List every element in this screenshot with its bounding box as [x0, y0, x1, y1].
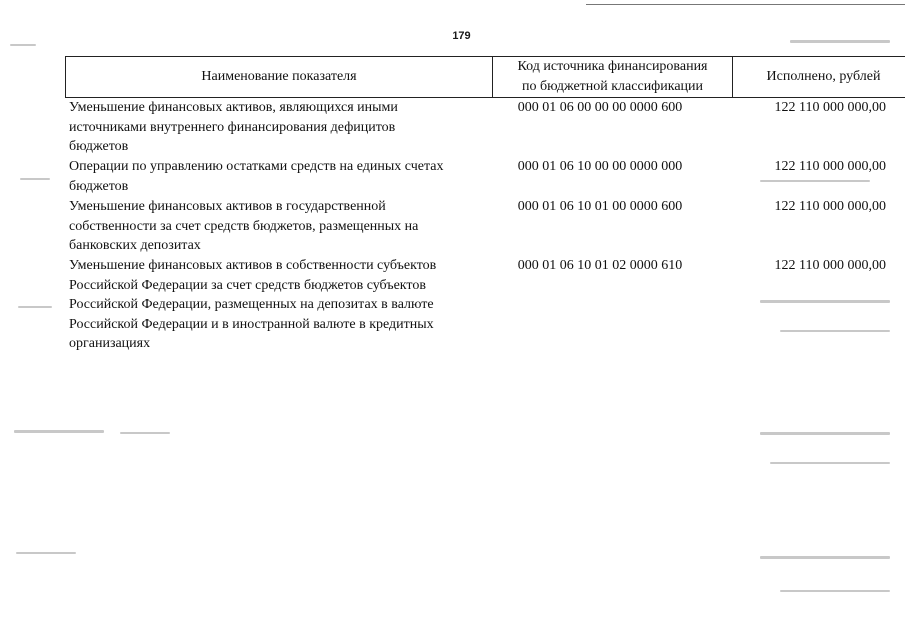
- scan-speck: [10, 44, 36, 46]
- row-name-line: Уменьшение финансовых активов, являющихся иными: [69, 100, 398, 115]
- header-amount-label: Исполнено, рублей: [766, 69, 881, 84]
- scan-speck: [760, 180, 870, 182]
- header-name-label: Наименование показателя: [201, 69, 357, 84]
- row-name: [69, 197, 489, 256]
- scan-speck: [760, 432, 890, 435]
- row-name-line: собственности за счет средств бюджетов, размещенных на: [69, 218, 419, 234]
- row-amount: 122 110 000 000,00: [774, 199, 886, 214]
- header-code-label-line2: по бюджетной классификации: [521, 79, 704, 94]
- header-amount-cell: [733, 57, 905, 98]
- page-number: 179: [452, 30, 471, 42]
- row-code: 000 01 06 10 00 00 0000 000: [517, 159, 683, 174]
- scan-speck: [120, 432, 170, 434]
- row-name: [69, 256, 489, 354]
- row-amount: 122 110 000 000,00: [774, 159, 886, 174]
- scan-speck: [14, 430, 104, 433]
- scan-speck: [780, 590, 890, 592]
- row-code: 000 01 06 00 00 00 0000 600: [517, 100, 683, 115]
- row-name: [69, 98, 489, 157]
- row-name-line: Российской Федерации, размещенных на депозитах в валюте: [69, 297, 434, 312]
- scan-speck: [790, 40, 890, 43]
- row-name-line: Российской Федерации за счет средств бюджетов субъектов: [69, 277, 426, 293]
- scan-speck: [20, 178, 50, 180]
- scan-speck: [770, 462, 890, 464]
- header-name-cell: [66, 57, 493, 98]
- row-code: 000 01 06 10 01 00 0000 600: [517, 199, 683, 214]
- scan-speck: [18, 306, 52, 308]
- row-name-line: организациях: [69, 336, 151, 351]
- row-amount: 122 110 000 000,00: [774, 258, 886, 273]
- row-name-line: банковских депозитах: [69, 238, 201, 253]
- scan-speck: [760, 556, 890, 559]
- row-name-line: бюджетов: [69, 178, 129, 194]
- scan-speck: [760, 300, 890, 303]
- header-code-cell: [493, 57, 733, 98]
- row-name-line: бюджетов: [69, 139, 129, 154]
- row-name-line: Уменьшение финансовых активов в государственной: [69, 199, 386, 214]
- row-name-line: Уменьшение финансовых активов в собственности субъектов: [69, 258, 437, 273]
- row-amount: 122 110 000 000,00: [774, 100, 886, 115]
- row-name: [69, 157, 489, 196]
- row-name-line: Российской Федерации и в иностранной валюте в кредитных: [69, 316, 434, 332]
- scan-speck: [780, 330, 890, 332]
- scan-edge-line: [586, 4, 905, 5]
- row-code: 000 01 06 10 01 02 0000 610: [517, 258, 683, 273]
- row-name-line: Операции по управлению остатками средств на единых счетах: [69, 159, 444, 174]
- header-code-label-line1: Код источника финансирования: [517, 59, 708, 74]
- scan-speck: [16, 552, 76, 554]
- table-header: [65, 56, 905, 98]
- row-name-line: источниками внутреннего финансирования дефицитов: [69, 119, 396, 135]
